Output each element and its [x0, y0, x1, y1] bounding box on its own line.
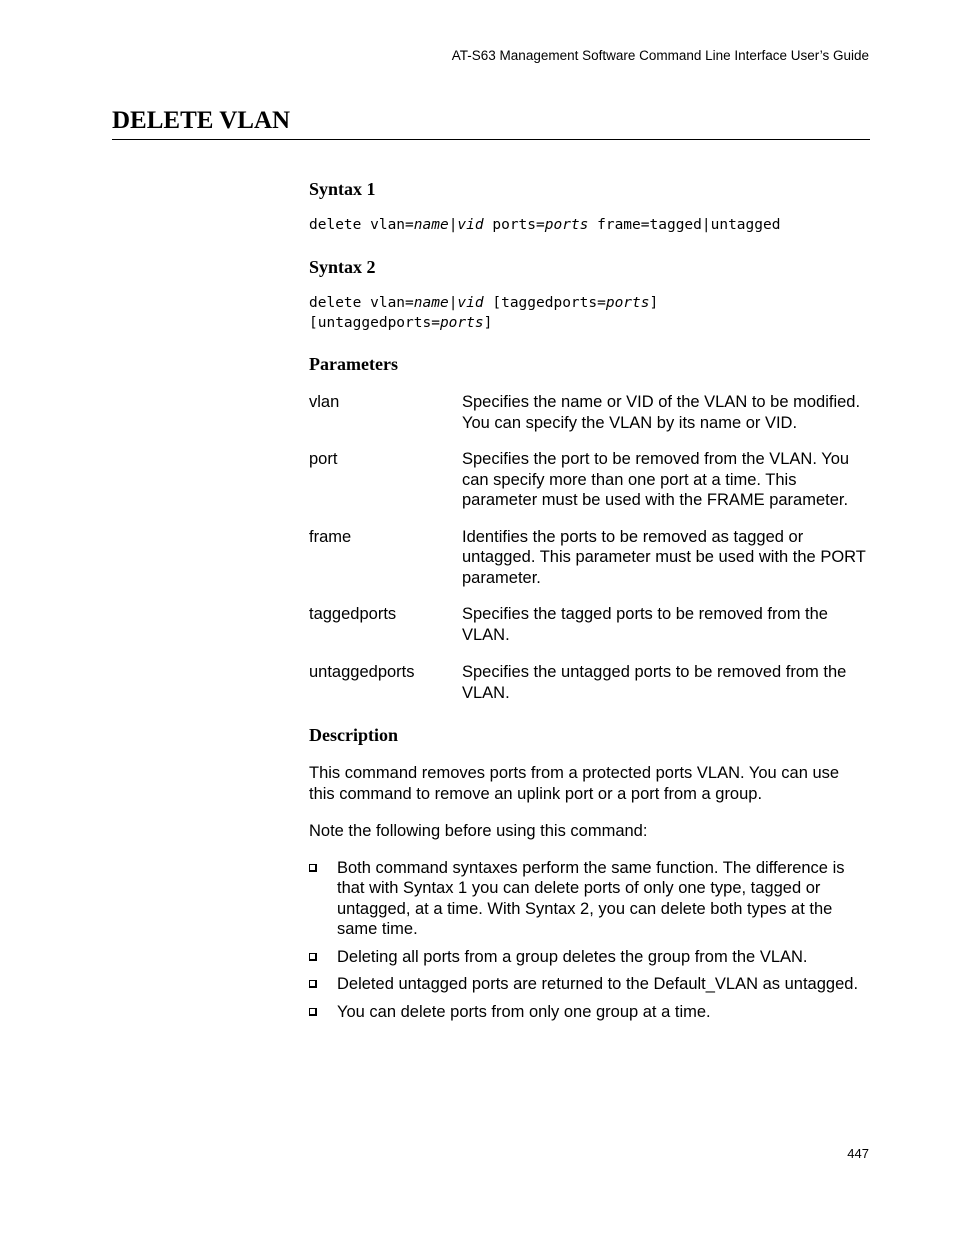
parameters-heading: Parameters [309, 354, 398, 374]
param-desc: Specifies the port to be removed from the VLAN. You can specify more than one port at a time. This parameter must be used with the FRAME parameter. [462, 450, 850, 509]
checkbox-bullet-icon [309, 1008, 317, 1016]
syntax2-code: delete vlan=name|vid [taggedports=ports] [untaggedports=ports] [309, 295, 659, 331]
param-name: frame [309, 527, 352, 546]
syntax1-code: delete vlan=name|vid ports=ports frame=tagged|untagged [309, 217, 781, 233]
checkbox-bullet-icon [309, 864, 317, 872]
list-item: Both command syntaxes perform the same function. The difference is that with Syntax 1 you can delete ports of only one type, tagged or untagged, at a time. With Syntax 2, you can delete both types at the same time. [309, 858, 869, 940]
main-content [309, 178, 869, 1022]
page-title: DELETE VLAN [112, 107, 291, 134]
param-frame [309, 527, 869, 589]
description-heading: Description [309, 725, 398, 745]
param-name: untaggedports [309, 663, 415, 681]
param-desc: Specifies the tagged ports to be removed from the VLAN. [462, 605, 828, 644]
checkbox-bullet-icon [309, 953, 317, 961]
param-vlan [309, 392, 869, 433]
checkbox-bullet-icon [309, 980, 317, 988]
list-item: Deleted untagged ports are returned to the Default_VLAN as untagged. [309, 974, 869, 995]
param-desc: Identifies the ports to be removed as tagged or untagged. This parameter must be used with the PORT parameter. [462, 527, 866, 587]
param-name: port [309, 450, 338, 468]
param-desc: Specifies the untagged ports to be removed from the VLAN. [462, 663, 847, 702]
list-item: Deleting all ports from a group deletes the group from the VLAN. [309, 947, 869, 968]
param-name: vlan [309, 393, 340, 411]
param-port [309, 449, 869, 511]
description-para1: This command removes ports from a protected ports VLAN. You can use this command to remove an uplink port or a port from a group. [309, 764, 840, 803]
running-header: AT-S63 Management Software Command Line Interface User’s Guide [451, 48, 869, 63]
description-para2: Note the following before using this command: [309, 822, 648, 840]
param-name: taggedports [309, 605, 397, 623]
param-untaggedports [309, 662, 869, 703]
syntax2-heading: Syntax 2 [309, 257, 376, 277]
param-desc: Specifies the name or VID of the VLAN to be modified. You can specify the VLAN by its name or VID. [462, 393, 861, 432]
list-item: You can delete ports from only one group at a time. [309, 1002, 869, 1023]
param-taggedports [309, 604, 869, 645]
syntax1-heading: Syntax 1 [309, 179, 376, 199]
title-rule [112, 139, 870, 140]
page-number: 447 [847, 1146, 869, 1161]
